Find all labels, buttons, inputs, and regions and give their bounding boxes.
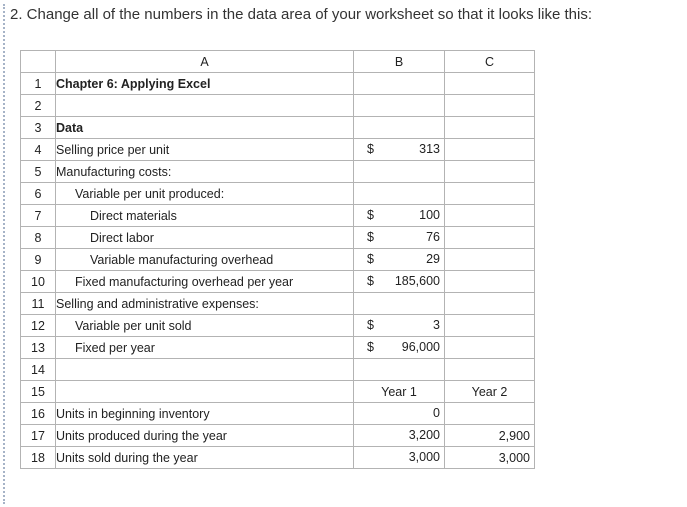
cell-b[interactable] bbox=[354, 161, 445, 183]
cell-a[interactable]: Units in beginning inventory bbox=[56, 403, 354, 425]
cell-c[interactable] bbox=[445, 315, 535, 337]
cell-c[interactable]: Year 2 bbox=[445, 381, 535, 403]
cell-c[interactable] bbox=[445, 161, 535, 183]
cell-a[interactable]: Chapter 6: Applying Excel bbox=[56, 73, 354, 95]
column-header-b[interactable]: B bbox=[354, 51, 445, 73]
cell-a[interactable]: Selling and administrative expenses: bbox=[56, 293, 354, 315]
cell-b[interactable] bbox=[354, 271, 445, 293]
worksheet-row bbox=[21, 359, 535, 381]
cell-c[interactable] bbox=[445, 95, 535, 117]
cell-c[interactable] bbox=[445, 139, 535, 161]
row-number[interactable]: 1 bbox=[21, 73, 56, 95]
cell-b[interactable] bbox=[354, 337, 445, 359]
cell-a[interactable]: Variable per unit sold bbox=[56, 315, 354, 337]
row-number[interactable]: 10 bbox=[21, 271, 56, 293]
cell-b[interactable] bbox=[354, 447, 445, 469]
worksheet-row bbox=[21, 227, 535, 249]
worksheet-row bbox=[21, 139, 535, 161]
cell-a[interactable] bbox=[56, 95, 354, 117]
cell-a[interactable]: Selling price per unit bbox=[56, 139, 354, 161]
currency-symbol: $ bbox=[367, 208, 374, 222]
worksheet-row bbox=[21, 425, 535, 447]
cell-b-value: 29 bbox=[426, 252, 440, 266]
cell-c[interactable] bbox=[445, 403, 535, 425]
row-number[interactable]: 8 bbox=[21, 227, 56, 249]
row-number[interactable]: 18 bbox=[21, 447, 56, 469]
cell-a[interactable]: Direct materials bbox=[56, 205, 354, 227]
row-number[interactable]: 13 bbox=[21, 337, 56, 359]
cell-c[interactable] bbox=[445, 117, 535, 139]
cell-c[interactable] bbox=[445, 359, 535, 381]
row-number[interactable]: 4 bbox=[21, 139, 56, 161]
cell-a[interactable]: Fixed manufacturing overhead per year bbox=[56, 271, 354, 293]
cell-b[interactable] bbox=[354, 95, 445, 117]
currency-symbol: $ bbox=[367, 142, 374, 156]
cell-b[interactable] bbox=[354, 425, 445, 447]
cell-a[interactable]: Direct labor bbox=[56, 227, 354, 249]
cell-b[interactable] bbox=[354, 183, 445, 205]
worksheet-row bbox=[21, 117, 535, 139]
currency-symbol: $ bbox=[367, 274, 374, 288]
cell-a[interactable]: Manufacturing costs: bbox=[56, 161, 354, 183]
cell-b[interactable] bbox=[354, 315, 445, 337]
corner-cell[interactable] bbox=[21, 51, 56, 73]
cell-c[interactable] bbox=[445, 205, 535, 227]
cell-b[interactable] bbox=[354, 73, 445, 95]
instruction-text: 2. Change all of the numbers in the data area of your worksheet so that it looks like this: bbox=[10, 6, 592, 23]
cell-c[interactable] bbox=[445, 293, 535, 315]
dotted-left-border bbox=[3, 4, 5, 504]
cell-b-value: 3,000 bbox=[408, 450, 440, 464]
cell-b[interactable] bbox=[354, 227, 445, 249]
worksheet-row bbox=[21, 315, 535, 337]
cell-a[interactable] bbox=[56, 359, 354, 381]
cell-a[interactable]: Fixed per year bbox=[56, 337, 354, 359]
column-header-c[interactable]: C bbox=[445, 51, 535, 73]
cell-b-value: 3,200 bbox=[408, 428, 440, 442]
worksheet-row bbox=[21, 403, 535, 425]
cell-a[interactable]: Data bbox=[56, 117, 354, 139]
cell-a[interactable]: Variable per unit produced: bbox=[56, 183, 354, 205]
column-header-a[interactable]: A bbox=[56, 51, 354, 73]
cell-a[interactable]: Units produced during the year bbox=[56, 425, 354, 447]
cell-b[interactable] bbox=[354, 359, 445, 381]
cell-c[interactable] bbox=[445, 227, 535, 249]
worksheet-row bbox=[21, 293, 535, 315]
row-number[interactable]: 9 bbox=[21, 249, 56, 271]
worksheet-table bbox=[20, 50, 535, 469]
worksheet-row bbox=[21, 205, 535, 227]
cell-b-value: 3 bbox=[433, 318, 440, 332]
row-number[interactable]: 17 bbox=[21, 425, 56, 447]
cell-b[interactable] bbox=[354, 205, 445, 227]
cell-b[interactable] bbox=[354, 293, 445, 315]
cell-a[interactable] bbox=[56, 381, 354, 403]
row-number[interactable]: 11 bbox=[21, 293, 56, 315]
row-number[interactable]: 15 bbox=[21, 381, 56, 403]
cell-b-value: 313 bbox=[419, 142, 440, 156]
worksheet-row bbox=[21, 73, 535, 95]
row-number[interactable]: 5 bbox=[21, 161, 56, 183]
worksheet-row bbox=[21, 95, 535, 117]
cell-b-value: 185,600 bbox=[394, 274, 440, 288]
cell-c[interactable] bbox=[445, 183, 535, 205]
cell-b[interactable] bbox=[354, 403, 445, 425]
cell-b[interactable] bbox=[354, 249, 445, 271]
worksheet-row bbox=[21, 249, 535, 271]
worksheet-row bbox=[21, 183, 535, 205]
worksheet-row bbox=[21, 381, 535, 403]
column-header-row bbox=[21, 51, 535, 73]
cell-b-value: 76 bbox=[426, 230, 440, 244]
cell-b[interactable]: Year 1 bbox=[354, 381, 445, 403]
cell-b-value: 96,000 bbox=[401, 340, 440, 354]
row-number[interactable]: 3 bbox=[21, 117, 56, 139]
row-number[interactable]: 6 bbox=[21, 183, 56, 205]
cell-c[interactable]: 3,000 bbox=[445, 447, 535, 469]
cell-c[interactable] bbox=[445, 249, 535, 271]
row-number[interactable]: 7 bbox=[21, 205, 56, 227]
worksheet-row bbox=[21, 447, 535, 469]
row-number[interactable]: 12 bbox=[21, 315, 56, 337]
cell-c[interactable] bbox=[445, 73, 535, 95]
cell-c[interactable] bbox=[445, 337, 535, 359]
currency-symbol: $ bbox=[367, 252, 374, 266]
cell-b-value: 100 bbox=[419, 208, 440, 222]
cell-c[interactable]: 2,900 bbox=[445, 425, 535, 447]
row-number[interactable]: 16 bbox=[21, 403, 56, 425]
cell-a[interactable]: Units sold during the year bbox=[56, 447, 354, 469]
cell-b[interactable] bbox=[354, 117, 445, 139]
worksheet-row bbox=[21, 161, 535, 183]
worksheet-row bbox=[21, 337, 535, 359]
worksheet-row bbox=[21, 271, 535, 293]
currency-symbol: $ bbox=[367, 230, 374, 244]
cell-b-value: 0 bbox=[433, 406, 440, 420]
cell-c[interactable] bbox=[445, 271, 535, 293]
cell-a[interactable]: Variable manufacturing overhead bbox=[56, 249, 354, 271]
currency-symbol: $ bbox=[367, 340, 374, 354]
row-number[interactable]: 14 bbox=[21, 359, 56, 381]
currency-symbol: $ bbox=[367, 318, 374, 332]
cell-b[interactable] bbox=[354, 139, 445, 161]
row-number[interactable]: 2 bbox=[21, 95, 56, 117]
